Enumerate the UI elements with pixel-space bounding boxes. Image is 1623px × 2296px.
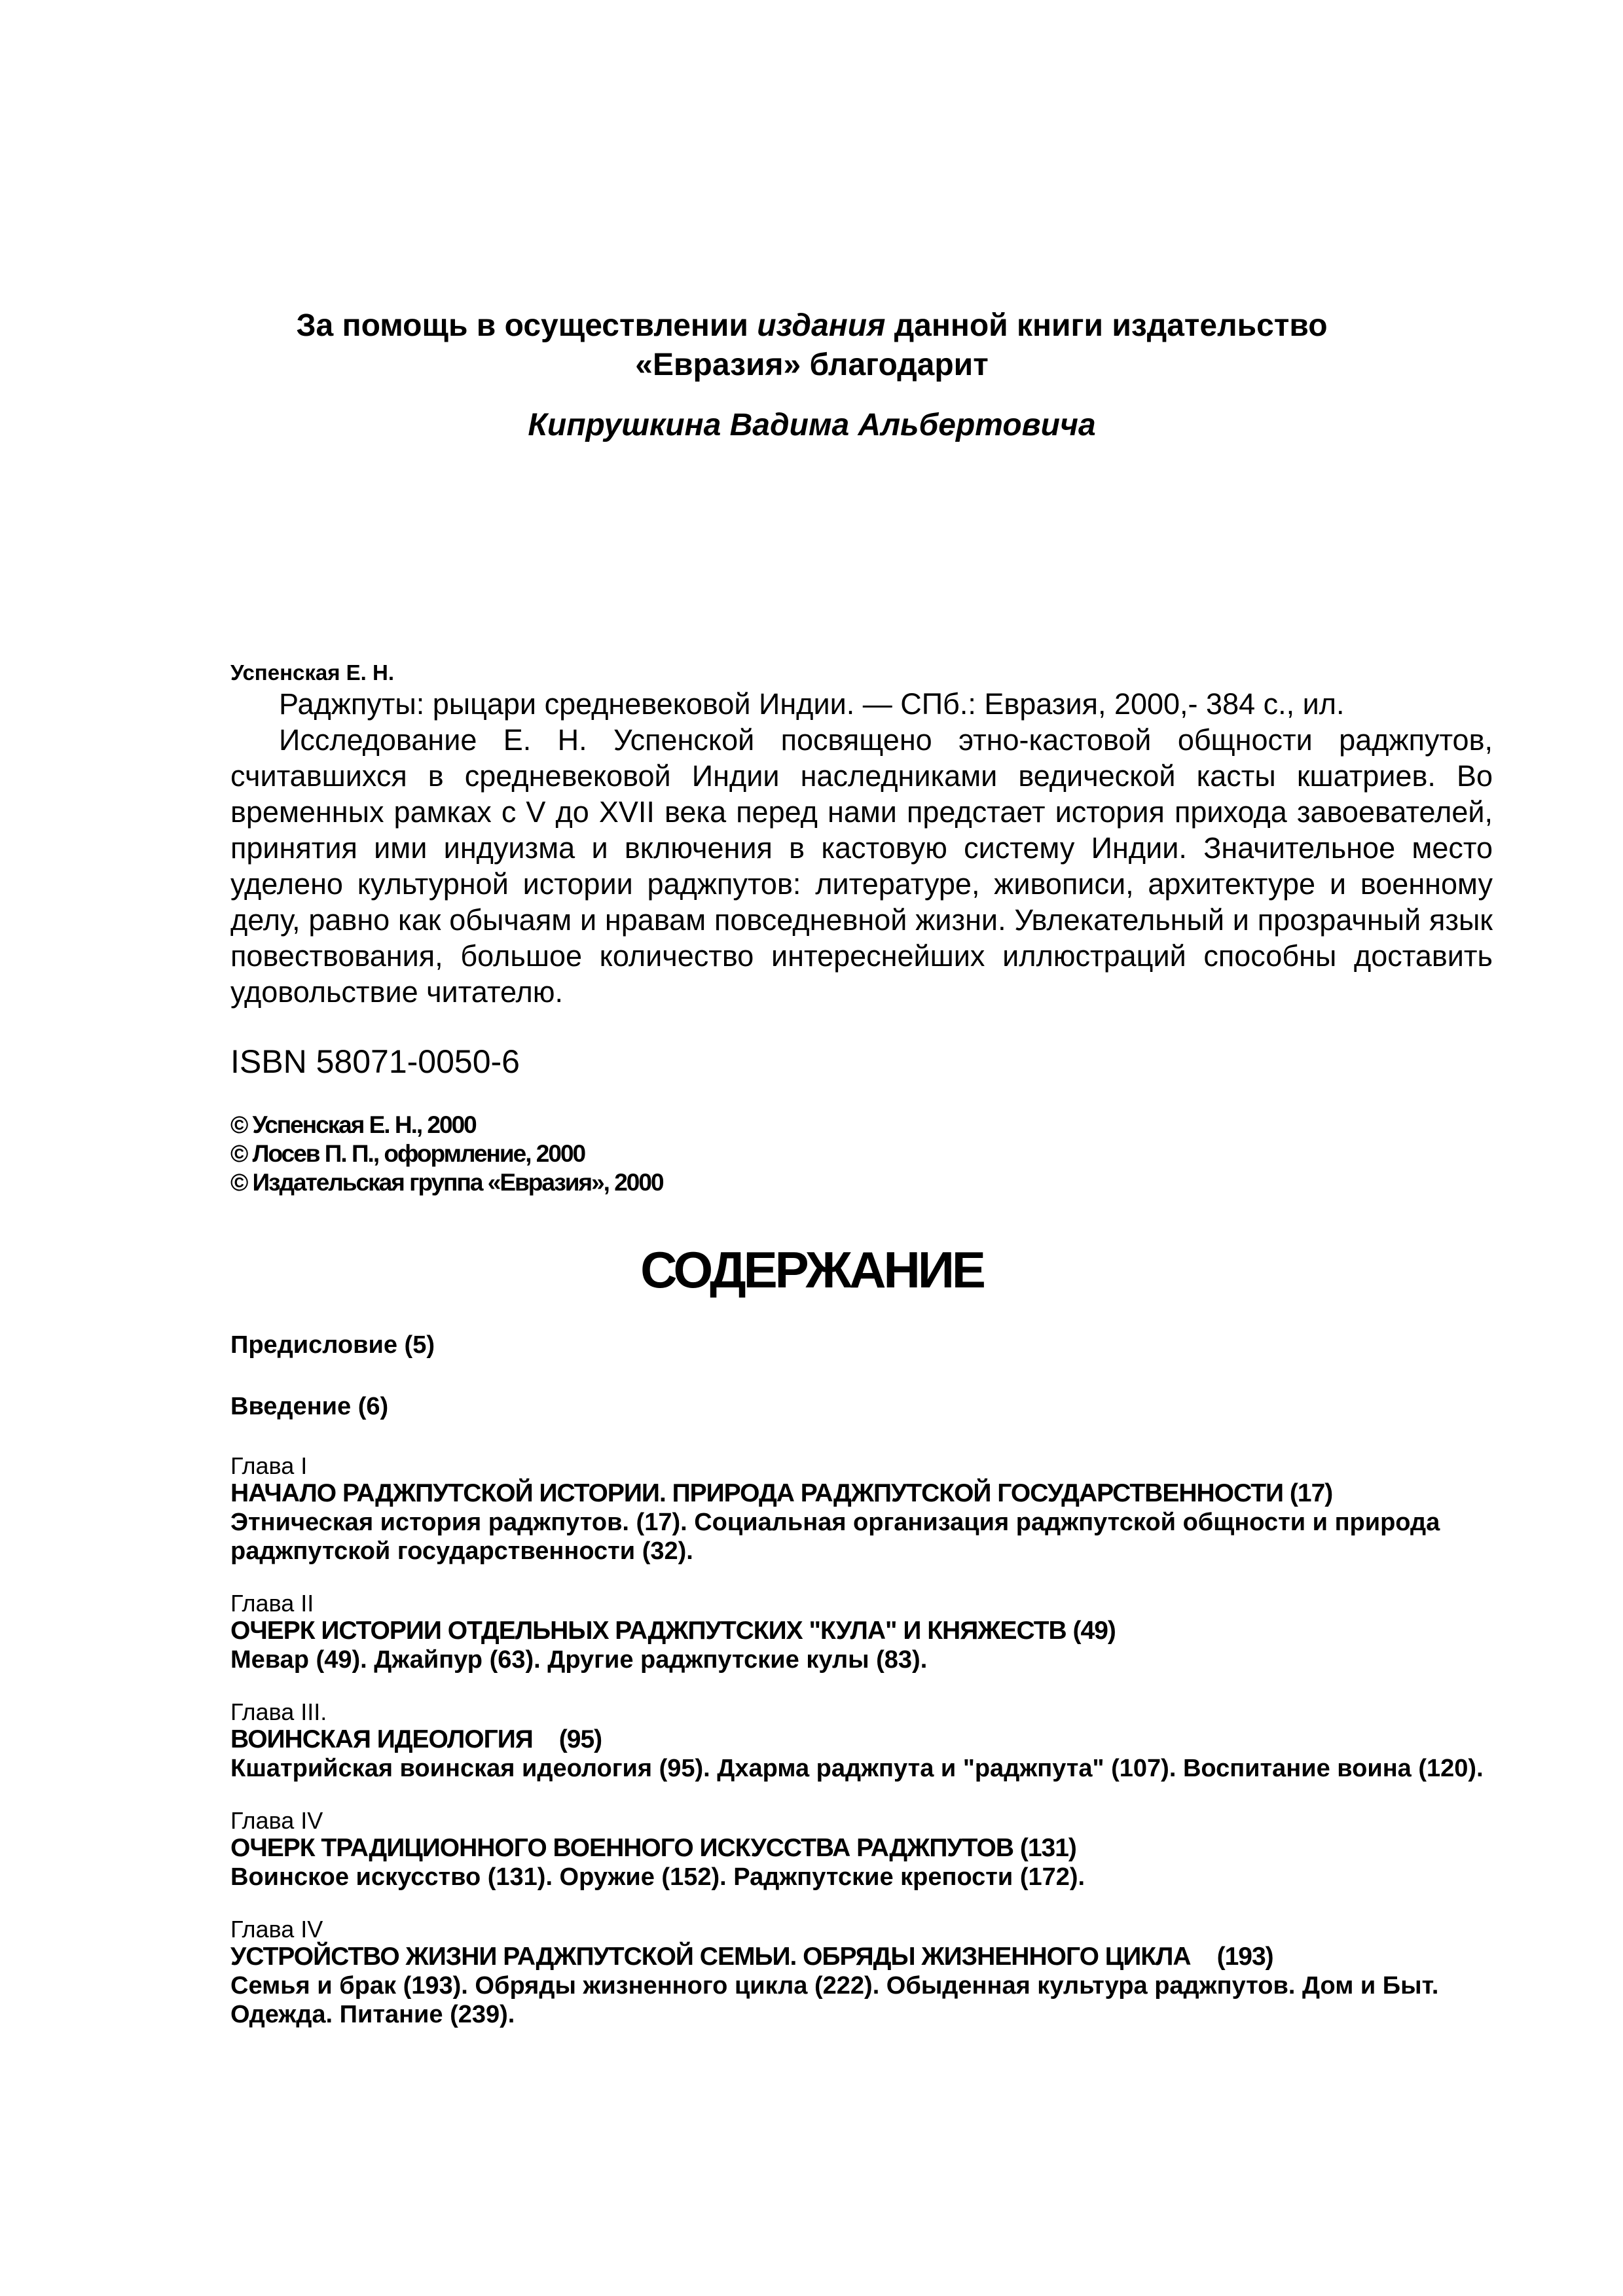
chapter-label: Глава I bbox=[230, 1452, 308, 1479]
chapter-label: Глава IV bbox=[230, 1916, 323, 1943]
book-author: Успенская Е. Н. bbox=[230, 660, 395, 685]
bibliographic-record: Раджпуты: рыцари средневековой Индии. — СПб.: Евразия, 2000,- 384 с., ил. bbox=[279, 687, 1345, 721]
chapter-label: Глава III. bbox=[230, 1698, 327, 1725]
chapter-sections: Этническая история раджпутов. (17). Социальная организация раджпутской общности и природа раджпутской государственности (32). bbox=[230, 1509, 1440, 1565]
toc-preface: Предисловие (5) bbox=[230, 1331, 435, 1359]
toc-chapter bbox=[230, 1916, 1493, 2029]
chapter-page: (193) bbox=[1216, 1943, 1273, 1971]
chapter-label: Глава II bbox=[230, 1590, 314, 1617]
acknowledgement-italic-word: издания bbox=[757, 308, 886, 343]
chapter-sections: Мевар (49). Джайпур (63). Другие раджпутские кулы (83). bbox=[230, 1646, 928, 1674]
chapter-title: УСТРОЙСТВО ЖИЗНИ РАДЖПУТСКОЙ СЕМЬИ. ОБРЯДЫ ЖИЗНЕННОГО ЦИКЛА (193) bbox=[230, 1943, 1273, 1971]
chapter-label: Глава IV bbox=[230, 1807, 323, 1834]
book-description: Исследование Е. Н. Успенской посвящено этно-кастовой общности раджпутов, считавшихся в средневековой Индии наследниками ведической касты кшатриев. Во временных рамках с V до XVII века перед нами предстает история прихода завоевателей, принятия ими индуизма и включения в кастовую систему Индии. Значительное место уделено культурной истории раджпутов: литературе, живописи, архитектуре и военному делу, равно как обычаям и нравам повседневной жизни. Увлекательный и прозрачный язык повествования, большое количество интереснейших иллюстраций способны доставить удовольствие читателю. bbox=[230, 723, 1493, 1009]
chapter-sections: Воинское искусство (131). Оружие (152). Раджпутские крепости (172). bbox=[230, 1863, 1085, 1891]
sponsor-name: Кипрушкина Вадима Альбертовича bbox=[528, 408, 1096, 442]
table-of-contents bbox=[230, 1330, 1493, 2054]
chapter-sections: Кшатрийская воинская идеология (95). Дхарма раджпута и "раджпута" (107). Воспитание воина (120). bbox=[230, 1755, 1484, 1782]
toc-introduction: Введение (6) bbox=[230, 1393, 389, 1420]
toc-chapter bbox=[230, 1808, 1493, 1892]
chapter-page: (95) bbox=[558, 1725, 602, 1753]
chapter-sections: Семья и брак (193). Обряды жизненного цикла (222). Обыденная культура раджпутов. Дом и Быт. Одежда. Питание (239). bbox=[230, 1972, 1439, 2028]
copyright-line: © Лосев П. П., оформление, 2000 bbox=[230, 1140, 585, 1167]
isbn: ISBN 58071-0050-6 bbox=[230, 1043, 520, 1080]
toc-chapter bbox=[230, 1699, 1493, 1783]
toc-chapter bbox=[230, 1590, 1493, 1674]
chapter-title: НАЧАЛО РАДЖПУТСКОЙ ИСТОРИИ. ПРИРОДА РАДЖПУТСКОЙ ГОСУДАРСТВЕННОСТИ (17) bbox=[230, 1479, 1333, 1507]
acknowledgement bbox=[196, 306, 1427, 445]
copyright-notice bbox=[230, 1111, 1493, 1197]
toc-title: СОДЕРЖАНИЕ bbox=[640, 1241, 983, 1299]
chapter-title: ОЧЕРК ИСТОРИИ ОТДЕЛЬНЫХ РАДЖПУТСКИХ "КУЛА" И КНЯЖЕСТВ (49) bbox=[230, 1617, 1116, 1645]
acknowledgement-line-2: «Евразия» благодарит bbox=[635, 348, 989, 382]
toc-chapter bbox=[230, 1453, 1493, 1566]
copyright-line: © Успенская Е. Н., 2000 bbox=[230, 1111, 476, 1138]
chapter-title: ВОИНСКАЯ ИДЕОЛОГИЯ (95) bbox=[230, 1725, 602, 1753]
chapter-title: ОЧЕРК ТРАДИЦИОННОГО ВОЕННОГО ИСКУССТВА РАДЖПУТОВ (131) bbox=[230, 1834, 1076, 1862]
acknowledgement-line-1: За помощь в осуществлении издания данной книги издательство bbox=[296, 308, 1328, 343]
copyright-line: © Издательская группа «Евразия», 2000 bbox=[230, 1169, 663, 1196]
annotation bbox=[230, 686, 1493, 1010]
